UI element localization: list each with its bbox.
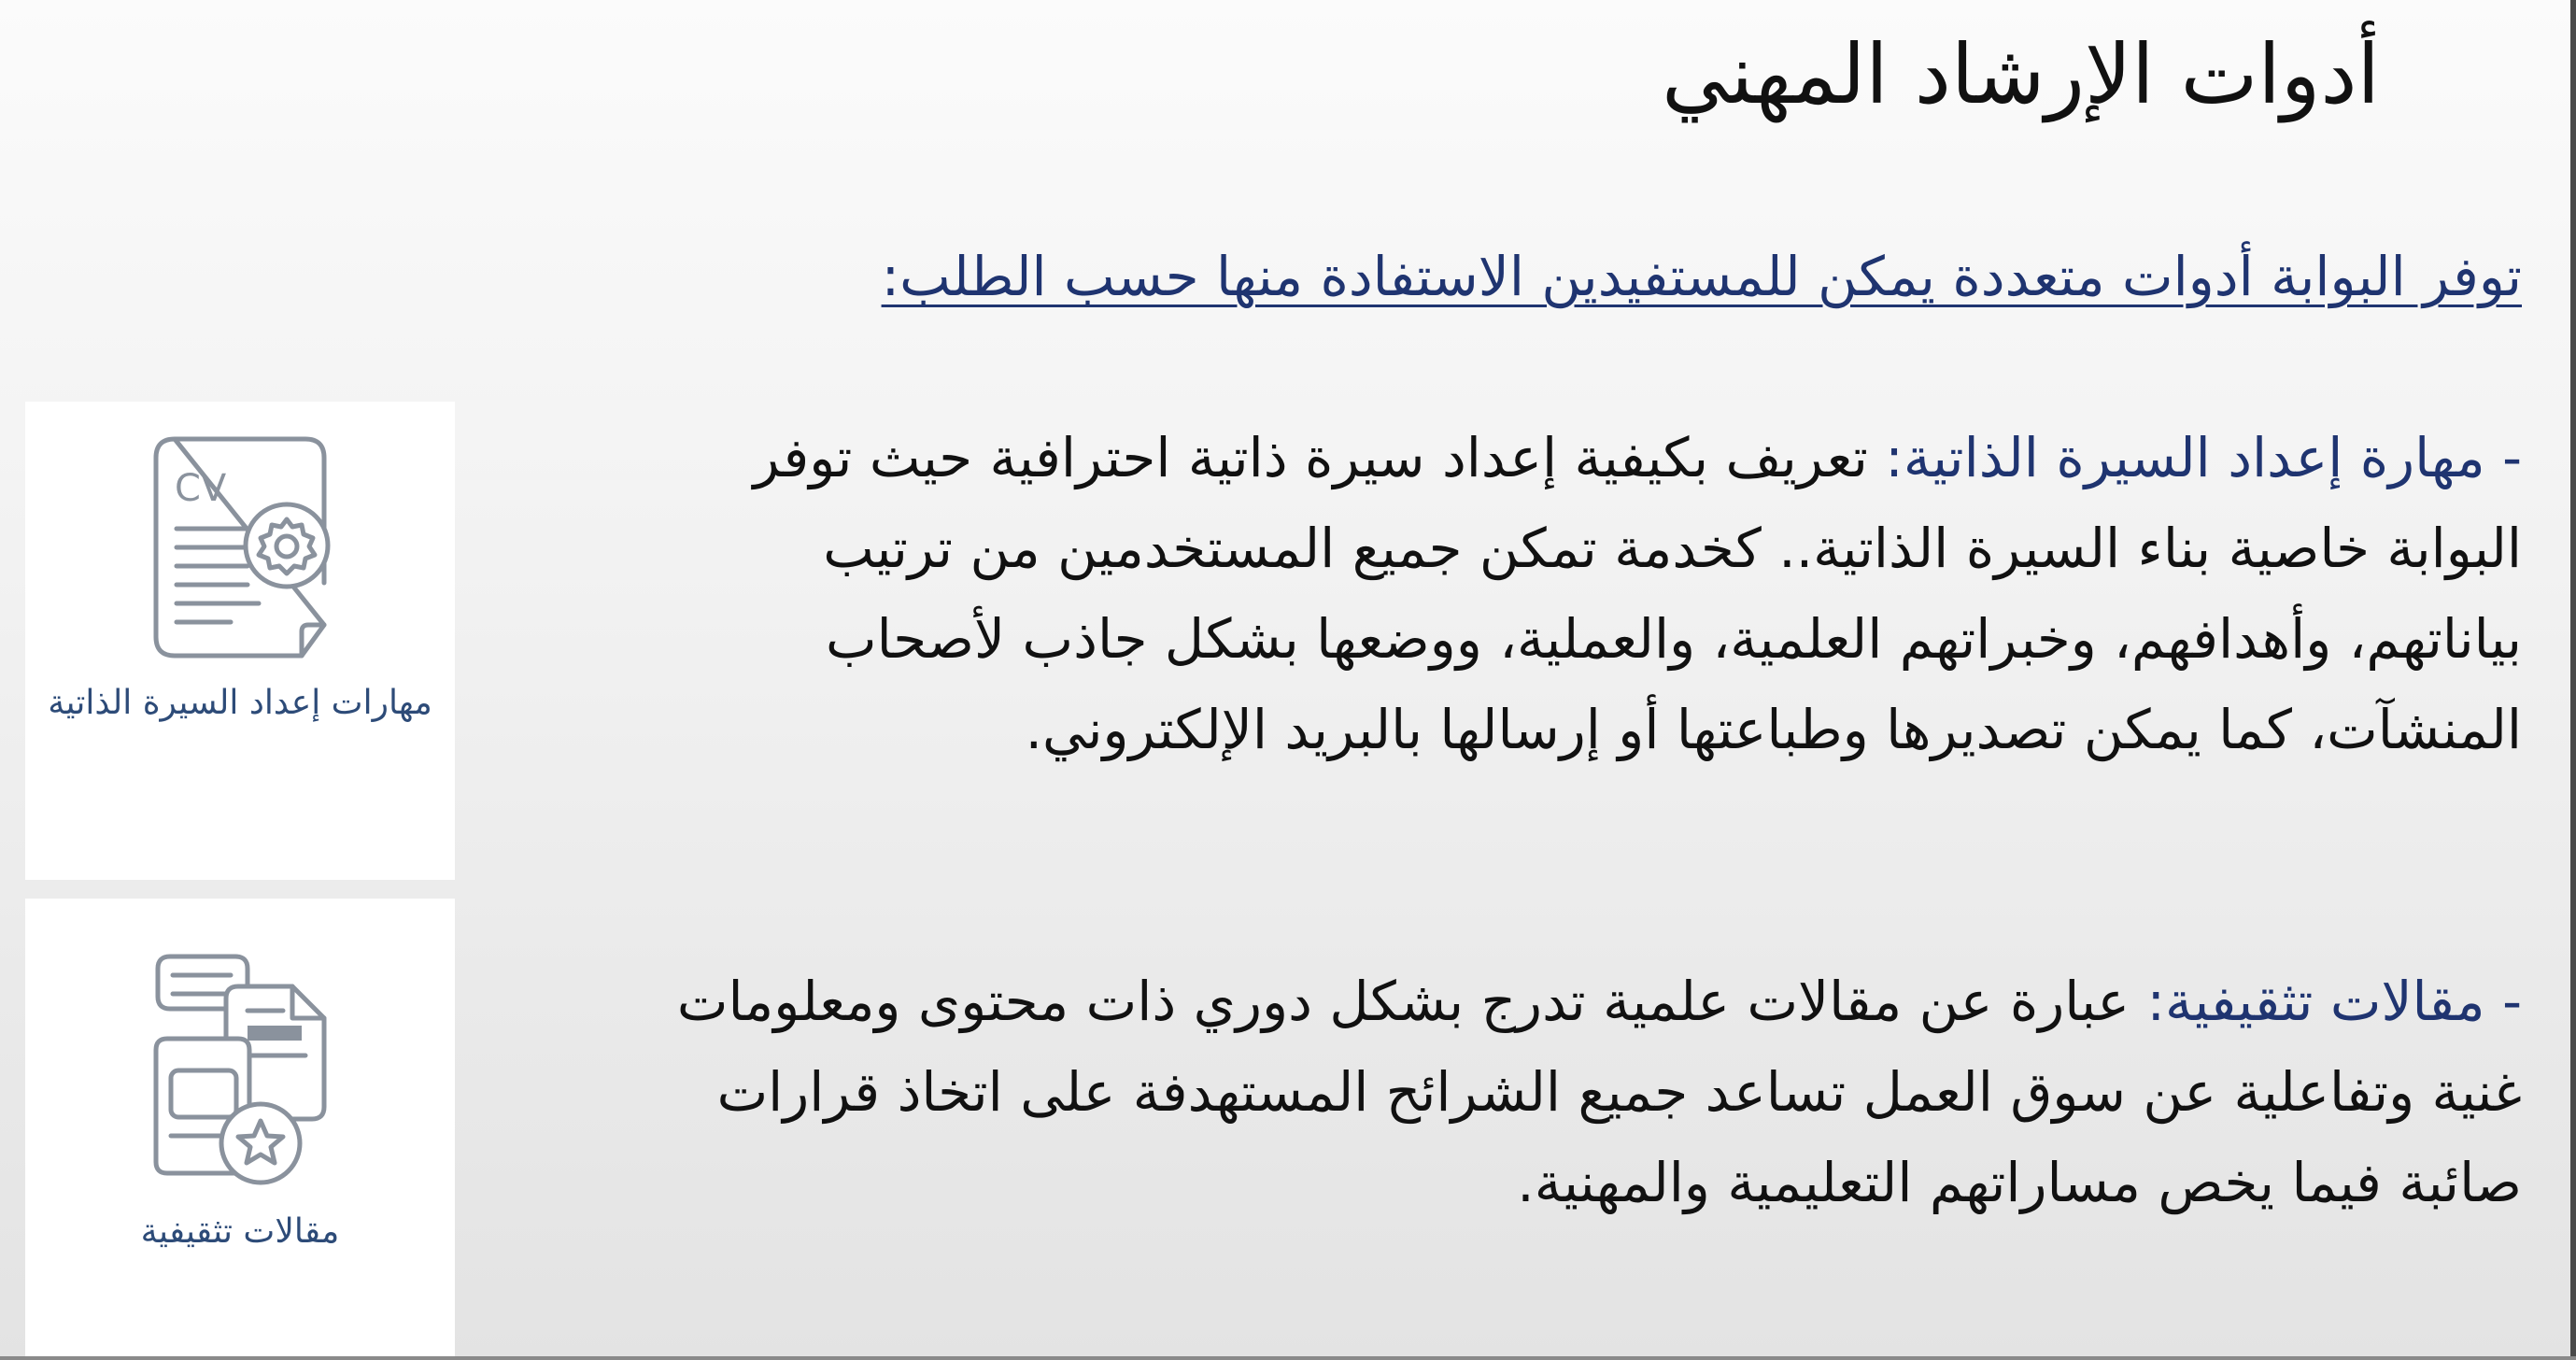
cv-skills-card-label: مهارات إعداد السيرة الذاتية bbox=[48, 684, 432, 722]
page-title: أدوات الإرشاد المهني bbox=[1662, 26, 2380, 122]
articles-paragraph bbox=[663, 956, 2522, 1228]
cv-skills-description: تعريف بكيفية إعداد سيرة ذاتية احترافية حيث توفر البوابة خاصية بناء السيرة الذاتية.. كخدمة تمكن جميع المستخدمين من ترتيب بياناتهم، وأهدافهم، وخبراتهم العلمية، والعملية، ووضعها بشكل جاذب لأصحاب المنشآت، كما يمكن تصديرها وطباعتها أو إرسالها بالبريد الإلكتروني. bbox=[753, 426, 2522, 761]
articles-description: عبارة عن مقالات علمية تدرج بشكل دوري ذات محتوى ومعلومات غنية وتفاعلية عن سوق العمل تساعد جميع الشرائح المستهدفة على اتخاذ قرارات صائبة فيما يخص مساراتهم التعليمية والمهنية. bbox=[676, 970, 2522, 1214]
cv-settings-icon bbox=[137, 433, 343, 667]
articles-star-icon bbox=[137, 953, 343, 1186]
articles-card[interactable] bbox=[25, 899, 455, 1360]
articles-card-label: مقالات تثقيفية bbox=[140, 1212, 340, 1251]
cv-skills-card[interactable] bbox=[25, 402, 455, 880]
slide-edge bbox=[2570, 0, 2576, 1360]
articles-heading: - مقالات تثقيفية: bbox=[2146, 970, 2522, 1033]
intro-text: توفر البوابة أدوات متعددة يمكن للمستفيدين الاستفادة منها حسب الطلب: bbox=[881, 245, 2522, 308]
cv-skills-heading: - مهارة إعداد السيرة الذاتية: bbox=[1885, 426, 2522, 489]
cv-skills-paragraph bbox=[663, 413, 2522, 775]
slide-bottom-edge bbox=[0, 1356, 2576, 1360]
cv-icon-text: CV bbox=[175, 467, 227, 510]
